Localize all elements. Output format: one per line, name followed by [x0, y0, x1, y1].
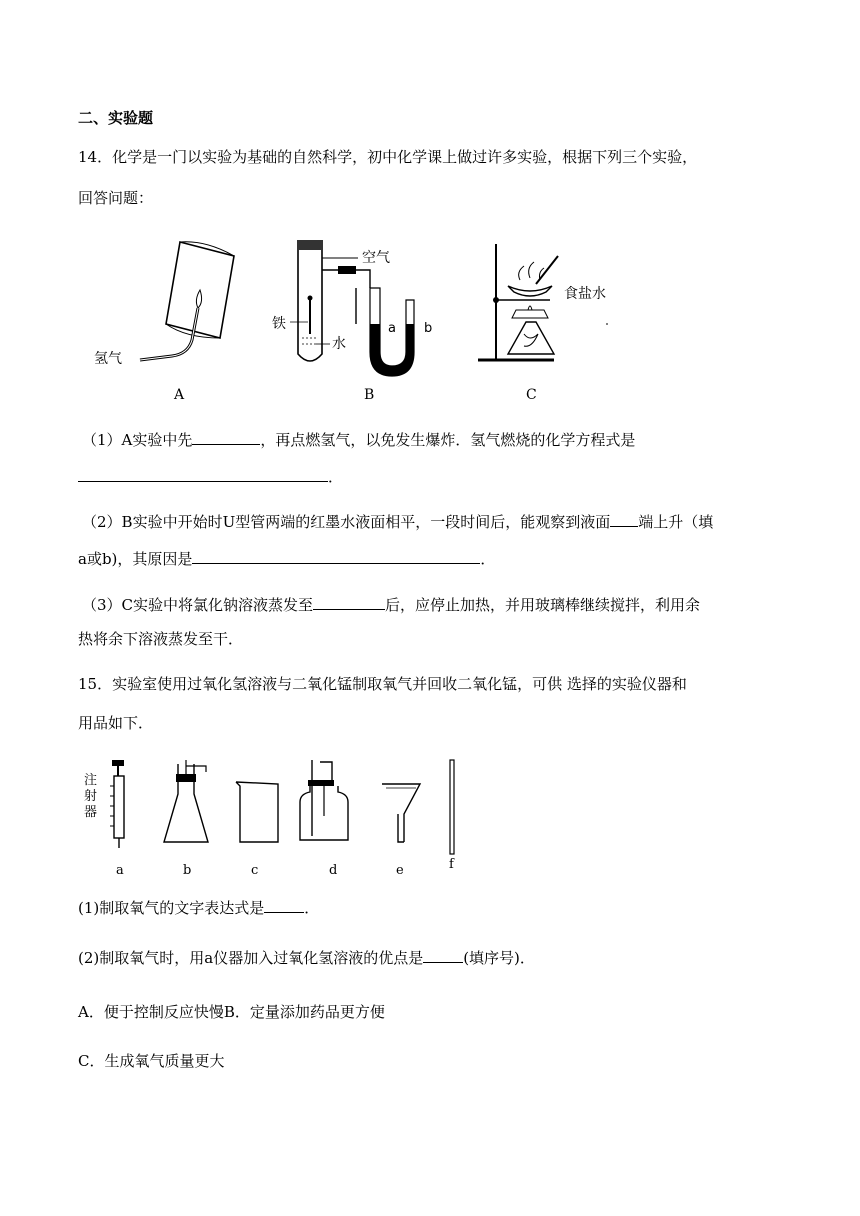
- apparatus-letter-e: e: [396, 863, 404, 878]
- q15-figure: [80, 756, 480, 878]
- caption-a: A: [174, 387, 185, 403]
- syringe-label-2: 射: [84, 789, 98, 804]
- q15-sub2-text-a: (2)制取氧气时，用a仪器加入过氧化氢溶液的优点是: [78, 949, 424, 967]
- q14-stem-line2: 回答问题：: [78, 189, 154, 207]
- syringe-label-3: 器: [84, 805, 98, 820]
- apparatus-b-conical-flask: [164, 760, 208, 842]
- q14-sub2-text-c: a或b)，其原因是: [78, 550, 193, 568]
- section-title: 二、实验题: [78, 109, 154, 127]
- q15-sub2-blank-choice[interactable]: [423, 946, 463, 963]
- figure-b-iron-rust: [272, 240, 432, 376]
- apparatus-letter-b: b: [183, 863, 192, 878]
- label-air: 空气: [362, 250, 390, 266]
- apparatus-e-funnel: [382, 784, 420, 842]
- apparatus-c-beaker: [236, 782, 278, 842]
- apparatus-letter-a: a: [116, 863, 124, 878]
- q14-sub3-blank-stop-point[interactable]: [313, 593, 385, 610]
- figure-c-evaporation: [478, 244, 608, 360]
- q14-sub2-end: ．: [480, 550, 496, 568]
- apparatus-letters: [116, 857, 455, 878]
- q14-sub2-text-a: （2）B实验中开始时U型管两端的红墨水液面相平，一段时间后，能观察到液面: [82, 513, 611, 531]
- q14-sub1-text-b: ，再点燃氢气，以免发生爆炸．氢气燃烧的化学方程式是: [260, 431, 636, 449]
- q14-sub2-line1: [82, 510, 713, 533]
- q15-stem-line1: 15．实验室使用过氧化氢溶液与二氧化锰制取氧气并回收二氧化锰，可供 选择的实验仪器和: [78, 675, 687, 693]
- q14-sub2-text-b: 端上升（填: [638, 513, 714, 531]
- label-a: a: [388, 321, 396, 336]
- q14-sub3-text-b: 后，应停止加热，并用玻璃棒继续搅拌，利用余: [385, 596, 701, 614]
- q15-sub1-text: (1)制取氧气的文字表达式是: [78, 899, 265, 917]
- q14-stem-line1: 14．化学是一门以实验为基础的自然科学，初中化学课上做过许多实验，根据下列三个实验，: [78, 148, 698, 166]
- q14-sub3-line1: [82, 593, 700, 616]
- q15-sub1: [78, 896, 319, 919]
- q15-sub2: [78, 946, 535, 969]
- caption-b: B: [364, 387, 375, 403]
- q14-sub1-blank-first-step[interactable]: [192, 428, 260, 445]
- figure-a-hydrogen-burning: [94, 242, 234, 367]
- q15-option-ab: A．便于控制反应快慢B．定量添加药品更方便: [78, 1003, 385, 1021]
- apparatus-f-glass-rod: [450, 760, 454, 854]
- q14-sub3-line2: 热将余下溶液蒸发至干．: [78, 630, 244, 648]
- q14-sub3-text-a: （3）C实验中将氯化钠溶液蒸发至: [82, 596, 314, 614]
- q15-sub1-end: ．: [304, 899, 320, 917]
- apparatus-letter-d: d: [329, 863, 338, 878]
- apparatus-letter-c: c: [251, 863, 259, 878]
- q14-sub2-line2: [78, 547, 495, 570]
- q14-sub1-line1: [82, 428, 635, 451]
- q14-sub2-blank-reason[interactable]: [192, 547, 480, 564]
- q15-option-c: C．生成氧气质量更大: [78, 1052, 225, 1070]
- q15-sub2-text-b: (填序号)．: [463, 949, 535, 967]
- q15-stem-line2: 用品如下．: [78, 714, 154, 732]
- q15-sub1-blank-expression[interactable]: [264, 896, 304, 913]
- label-b: b: [424, 321, 433, 336]
- q14-sub2-blank-end[interactable]: [610, 510, 638, 527]
- syringe-label: [84, 773, 101, 820]
- q14-sub1-text-a: （1）A实验中先: [82, 431, 193, 449]
- label-water: 水: [332, 336, 346, 352]
- syringe-label-1: 注: [84, 773, 98, 788]
- label-saltwater: 食盐水: [564, 286, 606, 302]
- apparatus-letter-f: f: [449, 857, 454, 872]
- q14-sub1-end: ．: [328, 468, 344, 486]
- q14-figure: [80, 234, 620, 406]
- apparatus-a-syringe: [84, 760, 124, 848]
- label-iron: 铁: [272, 316, 286, 332]
- q14-sub1-line2: [78, 465, 343, 488]
- apparatus-d-gas-bottle: [300, 760, 348, 840]
- q14-sub1-blank-equation[interactable]: [78, 465, 328, 482]
- label-hydrogen: 氢气: [94, 351, 122, 367]
- caption-c: C: [526, 387, 537, 403]
